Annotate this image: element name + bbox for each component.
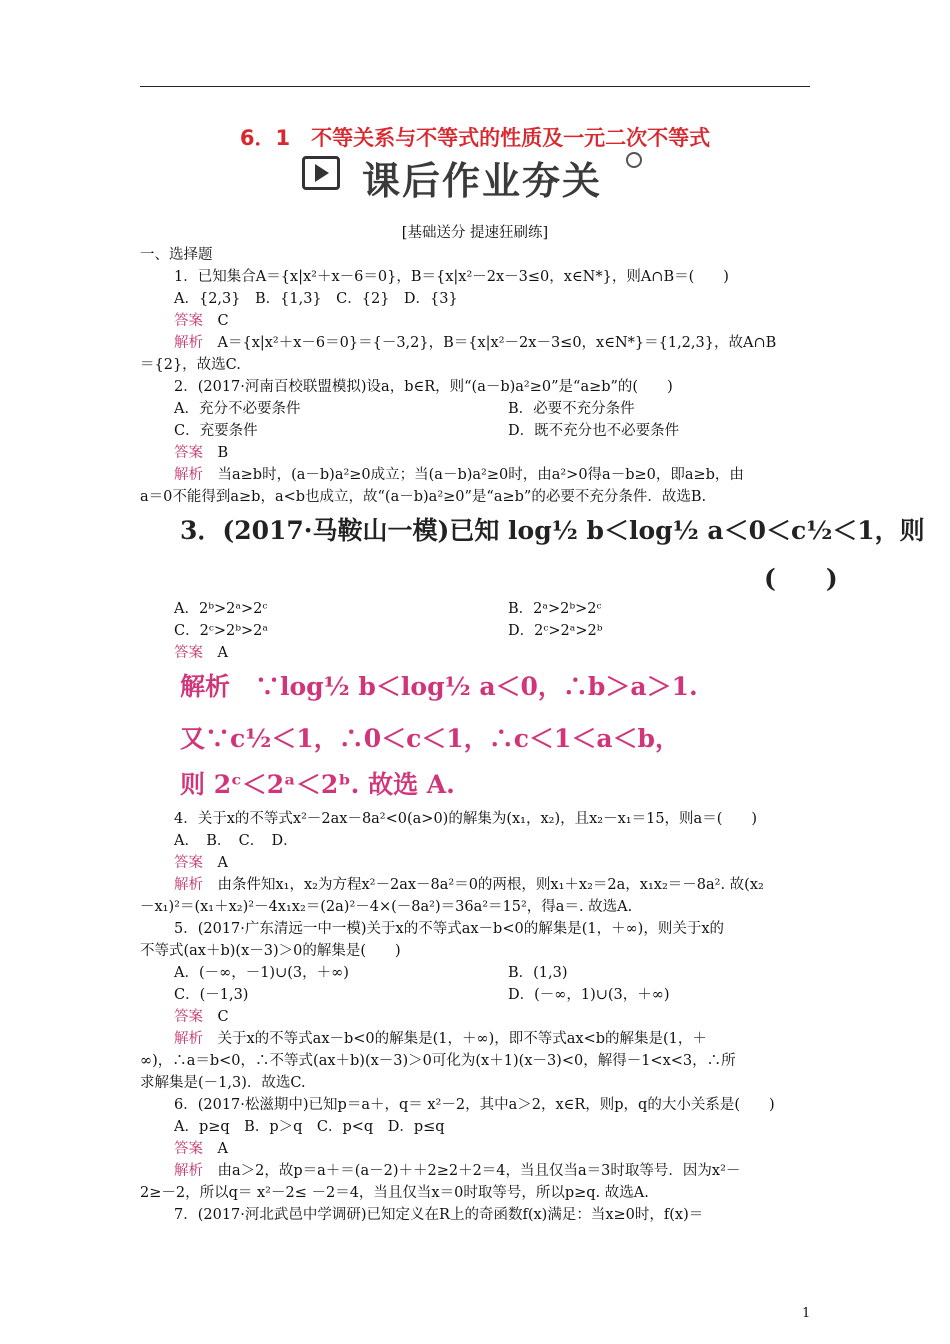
analysis-label: 解析 (174, 877, 203, 893)
banner-text: 课后作业夯关 (362, 159, 603, 203)
q3-paren: ( ) (764, 564, 838, 593)
analysis-text: A＝{x|x²＋x－6＝0}＝{－3,2}，B＝{x|x²－2x－3≤0，x∈N*}＝{1,2,3}，故A∩B (217, 335, 777, 351)
q5-option-c: C．(－1,3) (174, 987, 249, 1003)
top-rule (140, 86, 810, 87)
analysis-text: 关于x的不等式ax－b<0的解集是(1，＋∞)，即不等式ax<b的解集是(1，＋ (217, 1031, 707, 1047)
q3-analysis-2: 又∵c½＜1，∴0＜c＜1，∴c＜1＜a＜b， (180, 724, 681, 753)
q5-stem-2: 不等式(ax＋b)(x－3)＞0的解集是( ) (140, 943, 401, 959)
analysis-label: 解析 (174, 335, 203, 351)
analysis-text: 由a＞2，故p＝a＋＝(a－2)＋＋2≥2＋2＝4，当且仅当a＝3时取等号．因为x²－ (217, 1163, 741, 1179)
q2-option-d: D．既不充分也不必要条件 (508, 423, 680, 439)
q3-option-b: B．2ᵃ>2ᵇ>2ᶜ (508, 601, 602, 617)
q2-analysis-1 (174, 466, 744, 484)
q3-option-a: A．2ᵇ>2ᵃ>2ᶜ (174, 601, 268, 617)
q3-answer (174, 644, 228, 662)
play-icon (302, 156, 340, 190)
section-heading: 一、选择题 (140, 247, 213, 263)
q6-stem: 6．(2017·松滋期中)已知p＝a＋，q＝ x²－2，其中a＞2，x∈R，则p，q的大小关系是( ) (174, 1097, 775, 1113)
q5-analysis-2: ∞)，∴a＝b<0，∴不等式(ax＋b)(x－3)＞0可化为(x＋1)(x－3)<0，解得－1<x<3，∴所 (140, 1053, 736, 1069)
q2-option-c: C．充要条件 (174, 423, 258, 439)
q4-analysis-2: －x₁)²＝(x₁＋x₂)²－4x₁x₂＝(2a)²－4×(－8a²)＝36a²＝15²，得a＝. 故选A. (140, 899, 633, 915)
q6-answer (174, 1140, 228, 1158)
answer-label: 答案 (174, 1009, 203, 1025)
q2-option-b: B．必要不充分条件 (508, 401, 635, 417)
answer-value: C (217, 1009, 229, 1025)
answer-value: B (217, 445, 229, 461)
analysis-text: 由条件知x₁，x₂为方程x²－2ax－8a²＝0的两根，则x₁＋x₂＝2a，x₁x₂＝－8a². 故(x₂ (217, 877, 764, 893)
q5-stem-1: 5．(2017·广东清远一中一模)关于x的不等式ax－b<0的解集是(1，＋∞)，则关于x的 (174, 921, 724, 937)
q5-option-a: A．(－∞，－1)∪(3，＋∞) (174, 965, 349, 981)
q4-options: A． B． C． D． (174, 833, 298, 849)
q1-stem: 1．已知集合A＝{x|x²＋x－6＝0}，B＝{x|x²－2x－3≤0，x∈N*}，则A∩B＝( ) (174, 269, 729, 285)
answer-label: 答案 (174, 445, 203, 461)
q6-analysis-1 (174, 1162, 740, 1180)
analysis-label: 解析 (174, 1163, 203, 1179)
q3-analysis-1: 解析 ∵log½ b＜log½ a＜0，∴b＞a＞1. (180, 672, 698, 701)
q3-stem: 3．(2017·马鞍山一模)已知 log½ b＜log½ a＜0＜c½＜1，则 (180, 516, 925, 545)
answer-value: A (217, 1141, 228, 1157)
q1-analysis-1 (174, 334, 776, 352)
q4-analysis-1 (174, 876, 764, 894)
q4-answer (174, 854, 228, 872)
q1-answer (174, 312, 229, 330)
q5-answer (174, 1008, 229, 1026)
answer-value: C (217, 313, 229, 329)
q2-option-a: A．充分不必要条件 (174, 401, 301, 417)
q3-analysis-3: 则 2ᶜ＜2ᵃ＜2ᵇ. 故选 A. (180, 770, 455, 799)
q2-stem: 2．(2017·河南百校联盟模拟)设a，b∈R，则“(a－b)a²≥0”是“a≥b”的( ) (174, 379, 673, 395)
q1-options: A．{2,3} B．{1,3} C．{2} D．{3} (174, 291, 458, 307)
q1-analysis-2: ＝{2}，故选C. (140, 357, 241, 373)
subtitle: [基础送分 提速狂刷练] (401, 225, 549, 241)
analysis-label: 解析 (174, 467, 203, 483)
q2-analysis-2: a＝0不能得到a≥b，a<b也成立，故“(a－b)a²≥0”是“a≥b”的必要不充分条件．故选B. (140, 489, 707, 505)
answer-value: A (217, 645, 228, 661)
answer-label: 答案 (174, 313, 203, 329)
answer-value: A (217, 855, 228, 871)
homework-banner (302, 150, 662, 203)
q5-option-b: B．(1,3) (508, 965, 568, 981)
page-number: 1 (802, 1306, 811, 1321)
ring-icon (626, 152, 642, 168)
q5-option-d: D．(－∞，1)∪(3，＋∞) (508, 987, 670, 1003)
q6-options: A．p≥q B．p＞q C．p<q D．p≤q (174, 1119, 445, 1135)
q4-stem: 4．关于x的不等式x²－2ax－8a²<0(a>0)的解集为(x₁，x₂)，且x₂－x₁＝15，则a＝( ) (174, 811, 758, 827)
q6-analysis-2: 2≥－2，所以q＝ x²－2≤ －2＝4，当且仅当x＝0时取等号，所以p≥q. 故选A. (140, 1185, 649, 1201)
section-title: 6．1 不等关系与不等式的性质及一元二次不等式 (239, 126, 711, 150)
analysis-label: 解析 (174, 1031, 203, 1047)
q3-option-c: C．2ᶜ>2ᵇ>2ᵃ (174, 623, 268, 639)
q2-answer (174, 444, 228, 462)
q7-stem: 7．(2017·河北武邑中学调研)已知定义在R上的奇函数f(x)满足：当x≥0时，f(x)＝ (174, 1207, 704, 1223)
q5-analysis-3: 求解集是(－1,3)．故选C. (140, 1075, 306, 1091)
analysis-text: 当a≥b时，(a－b)a²≥0成立；当(a－b)a²≥0时，由a²>0得a－b≥0，即a≥b，由 (217, 467, 744, 483)
answer-label: 答案 (174, 1141, 203, 1157)
q5-analysis-1 (174, 1030, 707, 1048)
q3-option-d: D．2ᶜ>2ᵃ>2ᵇ (508, 623, 603, 639)
answer-label: 答案 (174, 645, 203, 661)
answer-label: 答案 (174, 855, 203, 871)
